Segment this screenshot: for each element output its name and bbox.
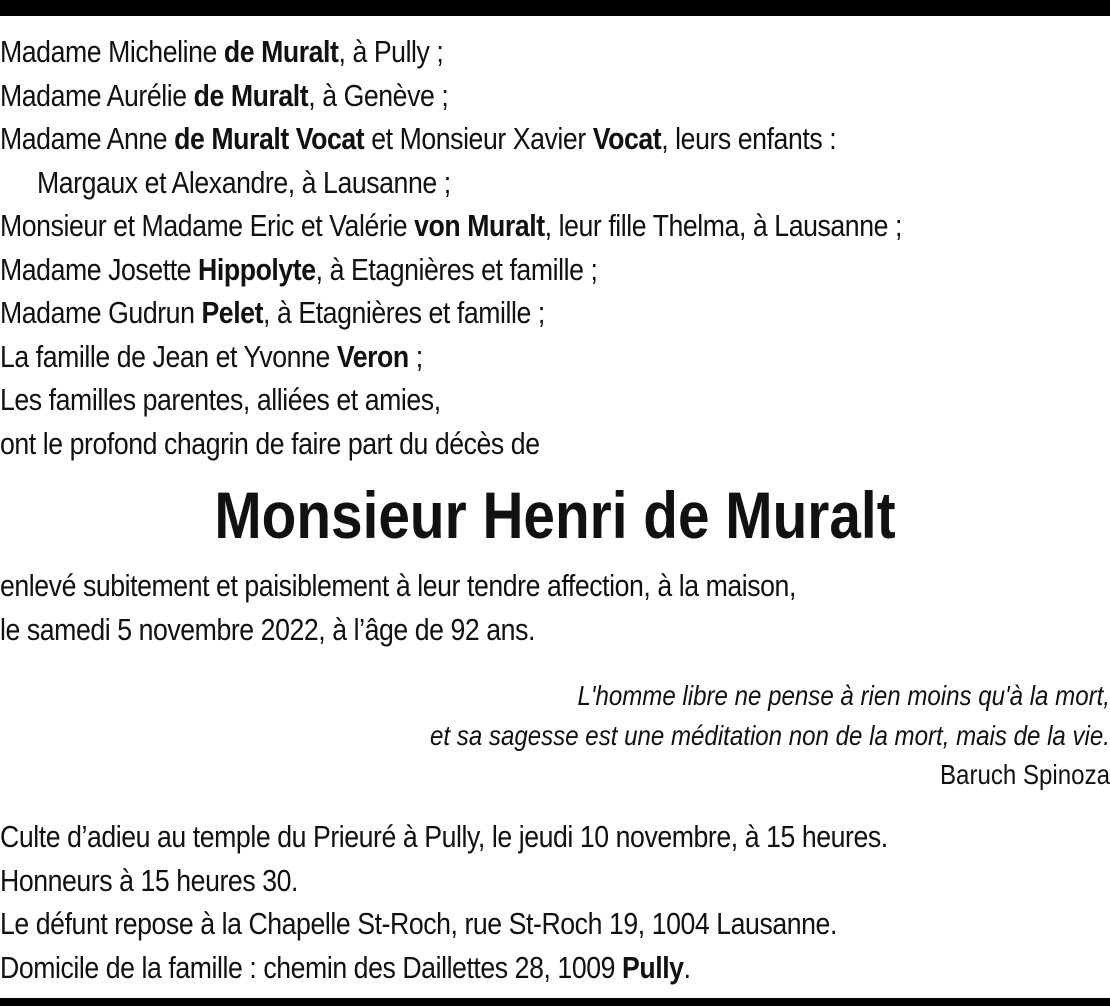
mourner-text: Margaux et Alexandre, à Lausanne ; — [36, 164, 451, 200]
mourner-line — [0, 117, 955, 161]
family-name: von Muralt — [414, 208, 545, 243]
mourner-text: Monsieur et Madame Eric et Valérie — [0, 208, 415, 243]
mourner-text: , à Etagnières et famille ; — [263, 295, 545, 330]
ceremony-line-4 — [0, 946, 955, 990]
mourner-text: La famille de Jean et Yvonne — [0, 338, 337, 374]
mourner-text: Madame Micheline — [0, 34, 224, 69]
mourner-text: Les familles parentes, alliées et amies, — [0, 382, 441, 417]
family-name: Veron — [336, 338, 409, 374]
mourner-line — [0, 248, 955, 292]
domicile-address: Domicile de la famille : chemin des Daillettes 28, 1009 — [0, 949, 623, 985]
mourner-text: Madame Aurélie — [0, 77, 194, 113]
domicile-town: Pully — [622, 949, 684, 985]
ceremony-line-3: Le défunt repose à la Chapelle St-Roch, rue St-Roch 19, 1004 Lausanne. — [0, 906, 837, 941]
epigraph-quote — [0, 676, 1110, 795]
mourners-list — [0, 30, 1110, 465]
family-name: Hippolyte — [198, 251, 316, 287]
quote-line-1: L'homme libre ne pense à rien moins qu'à la mort, — [577, 680, 1110, 711]
family-name: Vocat — [592, 121, 662, 156]
mourner-text: , leur fille Thelma, à Lausanne ; — [544, 208, 902, 243]
mourner-text: ont le profond chagrin de faire part du décès de — [0, 425, 540, 461]
bottom-border-rule — [0, 998, 1110, 1006]
mourner-text: Madame Josette — [0, 251, 199, 287]
mourner-line — [0, 422, 955, 466]
mourner-line — [0, 161, 955, 205]
mourner-line — [0, 378, 955, 422]
family-name: de Muralt — [223, 34, 339, 69]
mourner-line — [0, 291, 955, 335]
mourner-text: , à Pully ; — [338, 34, 444, 69]
quote-author: Baruch Spinoza — [939, 759, 1110, 790]
mourner-text: ; — [408, 338, 423, 374]
announcement-line-2: le samedi 5 novembre 2022, à l’âge de 92 ans. — [0, 611, 535, 647]
ceremony-details — [0, 815, 1110, 989]
announcement-text — [0, 564, 1110, 651]
family-name: Pelet — [201, 295, 264, 330]
mourner-line — [0, 30, 955, 74]
mourner-line — [0, 335, 955, 379]
mourner-text: Madame Gudrun — [0, 295, 202, 330]
family-name: de Muralt — [193, 77, 309, 113]
deceased-name: Monsieur Henri de Muralt — [214, 478, 896, 552]
mourner-text: Madame Anne — [0, 121, 175, 156]
mourner-text: et Monsieur Xavier — [364, 121, 593, 156]
mourner-text: , à Etagnières et famille ; — [315, 251, 598, 287]
ceremony-line-1: Culte d’adieu au temple du Prieuré à Pully, le jeudi 10 novembre, à 15 heures. — [0, 819, 888, 854]
top-border-rule — [0, 0, 1110, 16]
announcement-line-1: enlevé subitement et paisiblement à leur tendre affection, à la maison, — [0, 568, 796, 603]
ceremony-line-2: Honneurs à 15 heures 30. — [0, 862, 298, 898]
quote-line-2: et sa sagesse est une méditation non de la mort, mais de la vie. — [430, 719, 1110, 751]
mourner-line — [0, 204, 955, 248]
mourner-line — [0, 74, 955, 118]
domicile-end: . — [683, 949, 691, 985]
mourner-text: , leurs enfants : — [661, 121, 837, 156]
mourner-text: , à Genève ; — [308, 77, 449, 113]
family-name: de Muralt Vocat — [174, 121, 365, 156]
